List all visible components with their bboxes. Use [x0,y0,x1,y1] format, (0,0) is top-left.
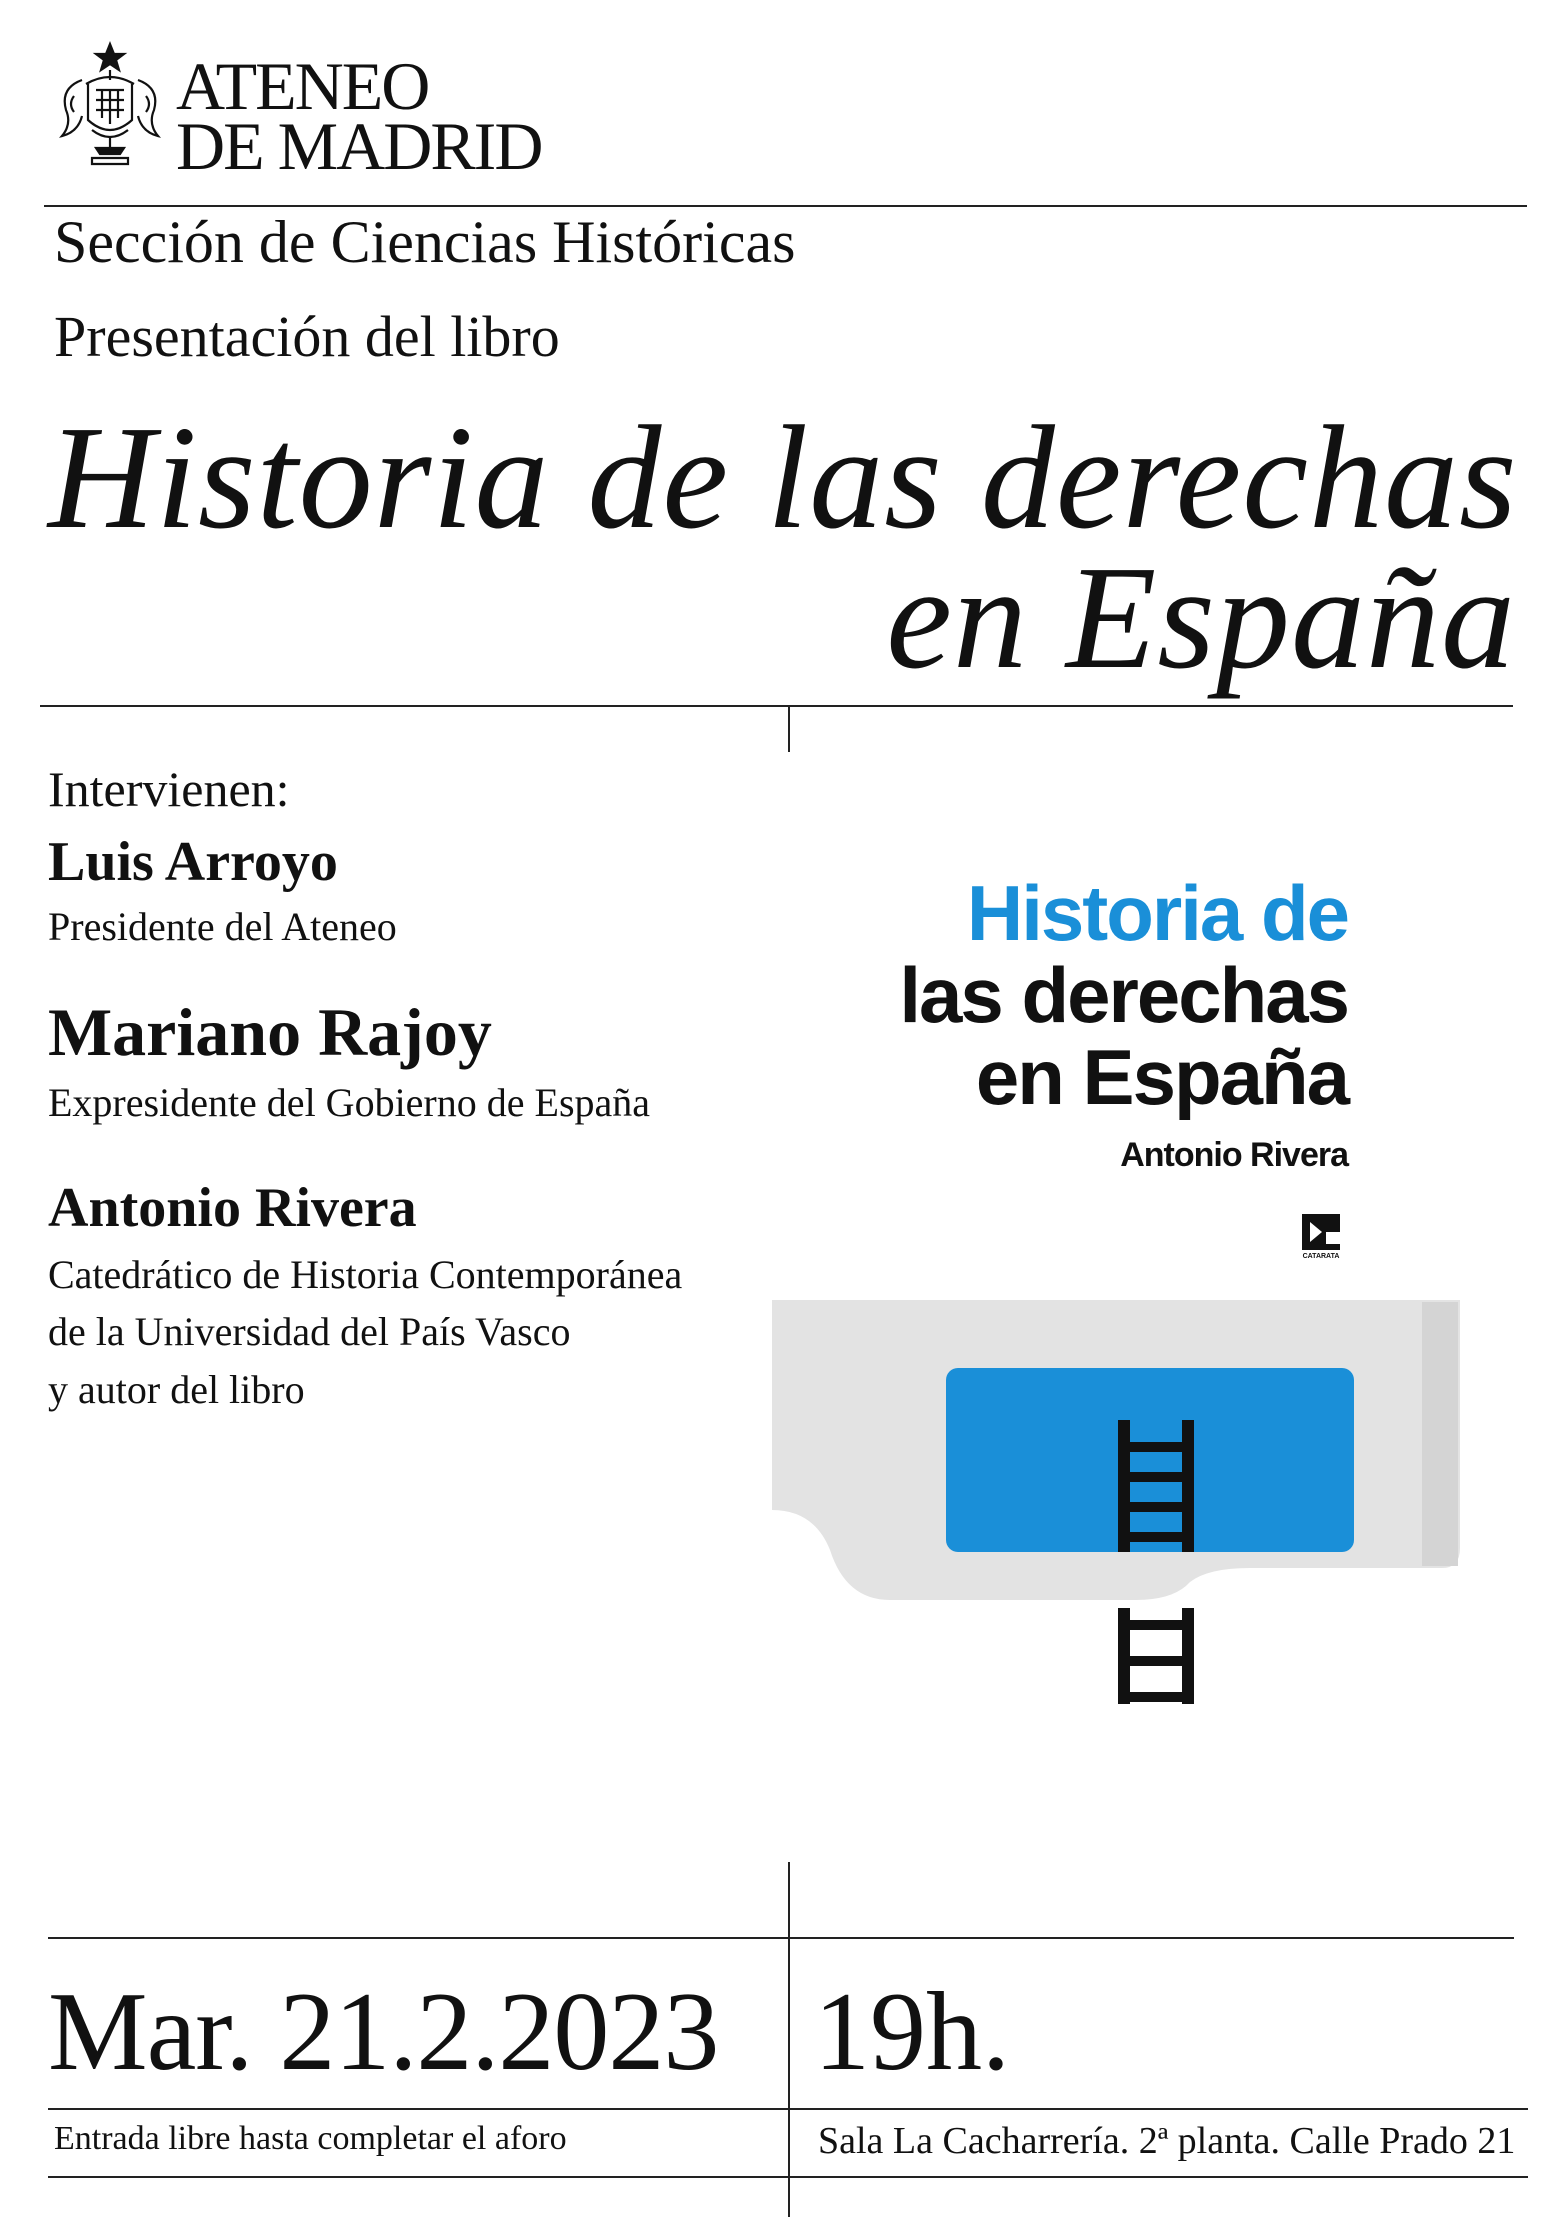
book-title-line-2: en España [886,536,1516,700]
title-divider [40,705,1513,707]
header-divider [44,205,1527,207]
org-name-line-1: ATENEO [176,48,429,124]
footer-divider-middle [48,2108,1528,2110]
cover-pool-illustration [770,1300,1470,1860]
speaker-name: Mariano Rajoy [48,994,492,1070]
publisher-logo-text: CATARATA [1302,1253,1340,1260]
org-name-line-2: DE MADRID [176,108,542,184]
footer-divider-top [48,1937,1514,1939]
catarata-logo-icon [1296,1210,1346,1260]
speaker-name: Antonio Rivera [48,1177,417,1239]
speaker-role: Presidente del Ateneo [48,904,397,949]
cover-author: Antonio Rivera [1120,1136,1348,1174]
cover-title-line-2: las derechas [899,951,1348,1039]
speaker-role: Expresidente del Gobierno de España [48,1080,651,1125]
footer-divider-bottom [48,2176,1528,2178]
speaker-role: y autor del libro [48,1367,305,1412]
ateneo-crest-icon [52,40,168,170]
column-divider-bottom [788,1862,790,2217]
section-name: Sección de Ciencias Históricas [54,209,796,275]
cover-title-line-1: Historia de [966,869,1348,957]
cover-title-line-3: en España [975,1033,1348,1121]
event-date: Mar. 21.2.2023 [48,1970,719,2094]
entry-note: Entrada libre hasta completar el aforo [54,2120,567,2157]
event-time: 19h. [814,1970,1010,2094]
speakers-intro: Intervienen: [48,761,290,817]
book-cover [770,860,1470,1860]
ladder-reflection-icon [1118,1608,1194,1704]
event-kicker: Presentación del libro [54,304,560,369]
speaker-role: Catedrático de Historia Contemporánea [48,1252,683,1297]
book-title-line-1: Historia de las derechas [48,396,1518,560]
event-location: Sala La Cacharrería. 2ª planta. Calle Prado 21 [818,2120,1516,2162]
speaker-role: de la Universidad del País Vasco [48,1309,571,1354]
speaker-name: Luis Arroyo [48,831,338,893]
column-divider-top [788,706,790,752]
